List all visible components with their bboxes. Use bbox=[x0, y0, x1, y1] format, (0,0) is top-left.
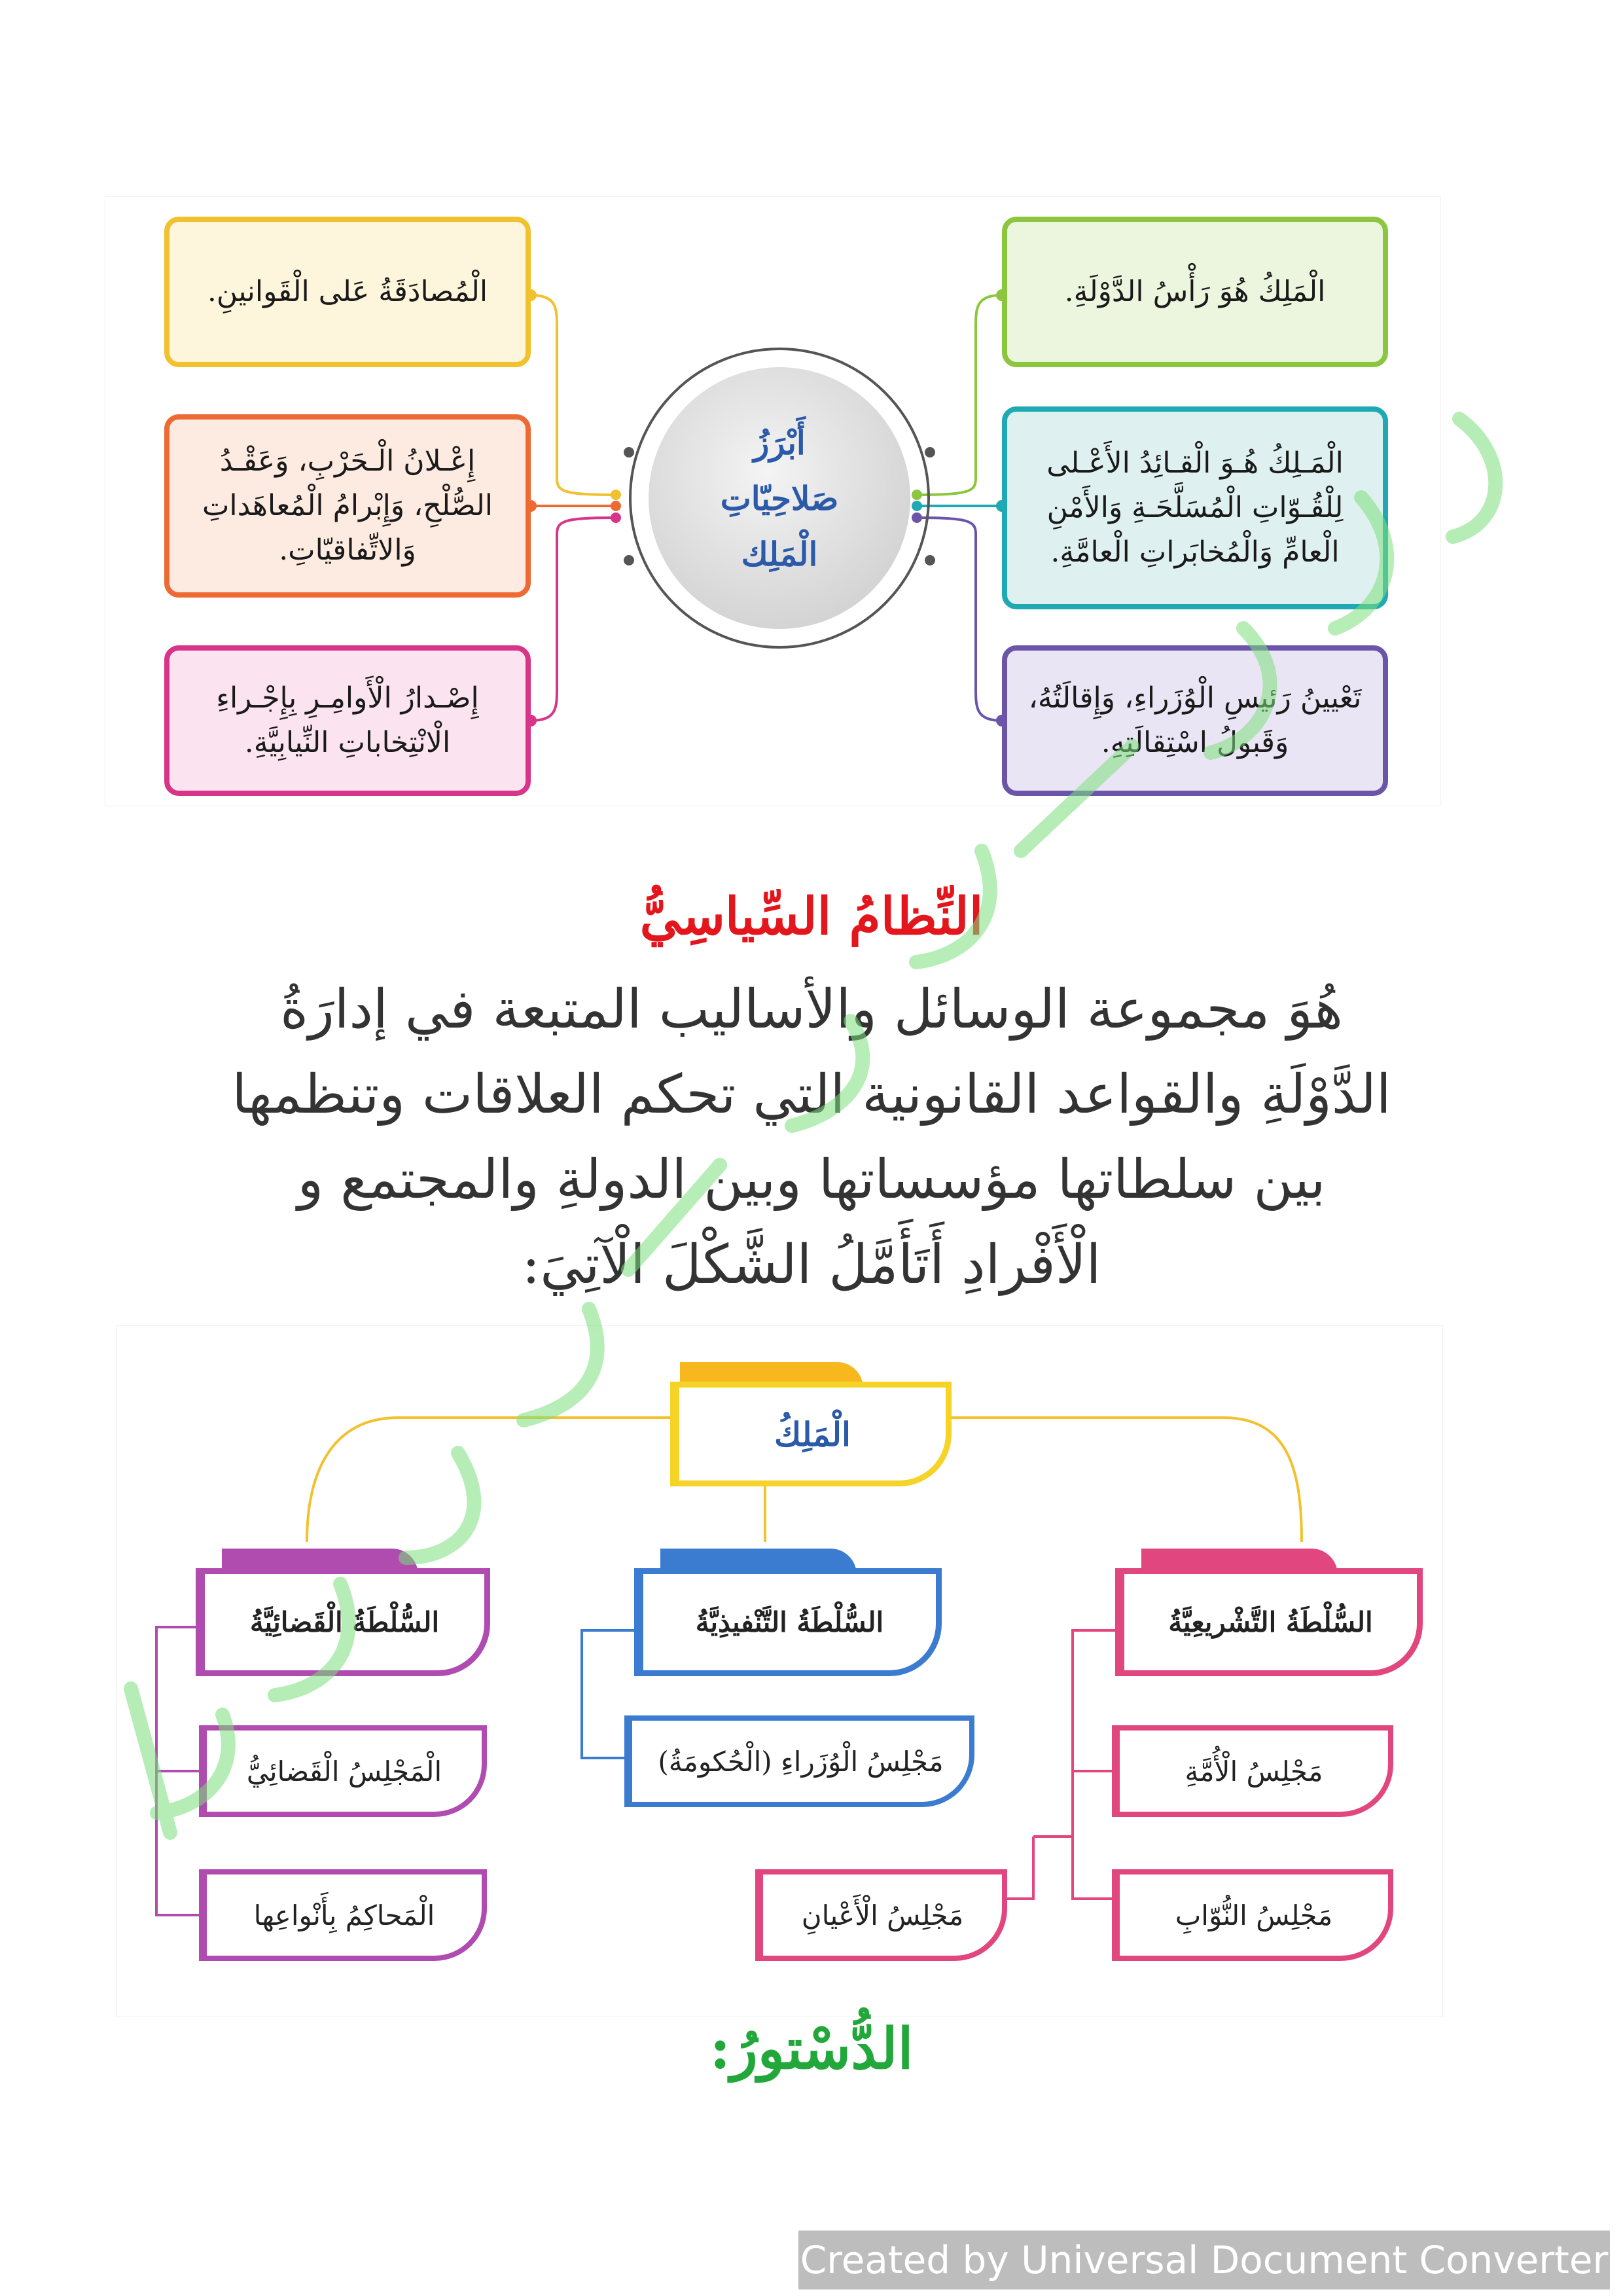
power-text: الْمَـلِكُ هُـوَ الْقـائِدُ الأَعْـلى لِلْقُـوّاتِ الْمُسَلَّحَـةِ وَالأَمْنِ الْعامِّ وَالْمُخابَراتِ الْعامَّةِ. bbox=[1046, 446, 1344, 569]
house-of-representatives-label: مَجْلِسُ النُّوّابِ bbox=[1175, 1899, 1333, 1931]
center-title-line: الْمَلِك bbox=[741, 534, 818, 573]
center-title-line: صَلاحِيّاتِ bbox=[720, 478, 839, 518]
power-box-elections bbox=[164, 645, 531, 796]
center-circle bbox=[649, 367, 910, 629]
center-title-line: أَبْرَزُ bbox=[753, 423, 806, 462]
king-label: الْمَلِكُ bbox=[774, 1414, 851, 1454]
power-text: إِصْـدارُ الْأَوامِـرِ بِإِجْـراءِ الْانْتِخاباتِ النِّيابِيَّةِ. bbox=[216, 681, 479, 759]
political-system-chart bbox=[116, 1325, 1443, 2017]
power-text: إِعْـلانُ الْـحَرْبِ، وَعَقْـدُ الصُّلْحِ، وَإِبْرامُ الْمُعاهَداتِ وَالاتِّفاقيّاتِ. bbox=[202, 444, 493, 567]
courts-box bbox=[199, 1869, 487, 1961]
power-box-head-of-state bbox=[1002, 217, 1388, 367]
definition-line: الدَّوْلَةِ والقواعد القانونية التي تحكم العلاقات وتنظمها bbox=[232, 1064, 1391, 1126]
definition-line: هُوَ مجموعة الوسائل والأساليب المتبعة في إدارَةُ bbox=[280, 978, 1343, 1041]
power-text: تَعْيينُ رَئيسِ الْوُزَراءِ، وَإِقالَتُهُ، وَقَبولُ اسْتِقالَتِهِ. bbox=[1028, 681, 1362, 759]
judicial-power-label: السُّلْطَةُ الْقَضائِيَّةُ bbox=[249, 1606, 440, 1638]
council-of-ministers-box bbox=[624, 1715, 974, 1807]
section-title: النِّظامُ السِّياسِيُّ bbox=[639, 887, 984, 946]
footer-banner: Created by Universal Document Converter bbox=[798, 2231, 1610, 2289]
courts-label: الْمَحاكِمُ بِأَنْواعِها bbox=[253, 1899, 435, 1931]
king-box bbox=[670, 1382, 952, 1486]
judicial-power-box bbox=[196, 1568, 490, 1676]
executive-power-label: السُّلْطَةُ التَّنْفيذِيَّةُ bbox=[695, 1606, 884, 1638]
judicial-council-label: الْمَجْلِسُ الْقَضائِيُّ bbox=[246, 1755, 442, 1787]
definition-line: بين سلطاتها مؤسساتها وبين الدولةِ والمجتمع و bbox=[297, 1149, 1326, 1211]
power-box-ratify-laws bbox=[164, 217, 531, 367]
parliament-box bbox=[1112, 1725, 1393, 1817]
senate-label: مَجْلِسُ الْأَعْيانِ bbox=[801, 1899, 964, 1931]
legislative-power-box bbox=[1115, 1568, 1423, 1676]
council-of-ministers-label: مَجْلِسُ الْوُزَراءِ (الْحُكومَةُ) bbox=[658, 1745, 944, 1778]
senate-box bbox=[755, 1869, 1007, 1961]
powers-mindmap bbox=[105, 196, 1441, 806]
judicial-council-box bbox=[199, 1725, 487, 1817]
constitution-heading: الدُّسْتورُ: bbox=[709, 2016, 914, 2082]
power-text: الْمُصادَقَةُ عَلى الْقَوانينِ. bbox=[207, 274, 488, 308]
power-box-prime-minister bbox=[1002, 645, 1388, 796]
house-of-representatives-box bbox=[1112, 1869, 1393, 1961]
definition-line: الْأَفْرادِ أَتَأَمَّلُ الشَّكْلَ الْآتِيَ: bbox=[522, 1234, 1101, 1296]
power-box-commander bbox=[1002, 406, 1388, 609]
power-text: الْمَلِكُ هُوَ رَأْسُ الدَّوْلَةِ. bbox=[1064, 274, 1326, 308]
legislative-power-label: السُّلْطَةُ التَّشْريعِيَّةُ bbox=[1168, 1606, 1373, 1638]
executive-power-box bbox=[634, 1568, 942, 1676]
power-box-declare-war bbox=[164, 414, 531, 598]
parliament-label: مَجْلِسُ الْأُمَّةِ bbox=[1185, 1755, 1323, 1787]
